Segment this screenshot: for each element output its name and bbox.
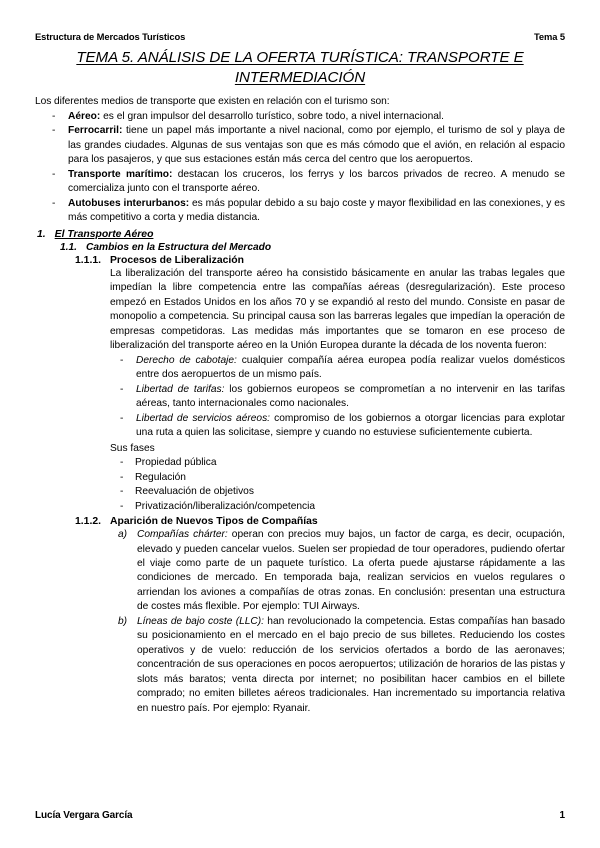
transport-mode-text: es el gran impulsor del desarrollo turístico, sobre todo, a nivel internacional. [100, 110, 445, 122]
footer-author: Lucía Vergara García [35, 810, 133, 821]
running-footer [35, 810, 565, 821]
transport-mode-term: Aéreo: [68, 110, 101, 122]
heading-1-1-1-text: Procesos de Liberalización [110, 254, 244, 266]
list-item [118, 528, 565, 615]
page-title-line-1: TEMA 5. ANÁLISIS DE LA OFERTA TURÍSTICA: TRANSPORTE E [76, 49, 524, 66]
transport-mode-term: Transporte marítimo: [68, 168, 173, 180]
heading-1-1 [60, 242, 565, 253]
measure-text: cualquier compañía aérea europea podía realizar vuelos domésticos entre dos aeropuertos de un mismo país. [136, 354, 565, 381]
phases-label: Sus fases [110, 442, 155, 454]
list-item [50, 110, 565, 124]
company-type-marker: b) [118, 615, 128, 627]
intro-paragraph: Los diferentes medios de transporte que existen en relación con el turismo son: [35, 96, 390, 108]
liberalization-paragraph: La liberalización del transporte aéreo ha consistido básicamente en anular las trabas legales que impedían la libre competencia entre las compañías aéreas (desregularización). Este proceso empezó en Estados Unidos en los años 70 y se expandió al resto del mundo. Consiste en pasar de monopolio a competencia. Su principal causa son las barreras legales que impedían la operación de empresas competidoras. Las medidas más importantes que se tomaron en ese proceso de liberalización del transporte aéreo en la Unión Europea durante la década de los noventa fueron: [110, 267, 565, 352]
company-type-term: Compañías chárter: [137, 529, 228, 541]
heading-1-1-1 [75, 255, 565, 266]
list-item: - Privatización/liberalización/competencia [118, 500, 565, 514]
running-header [35, 0, 565, 42]
liberalization-measures-list [118, 354, 565, 441]
list-item: - Propiedad pública [118, 456, 565, 470]
heading-1-1-number: 1.1. [60, 241, 77, 253]
header-course-title: Estructura de Mercados Turísticos [35, 31, 186, 42]
list-item: - Regulación [118, 471, 565, 485]
measure-term: Derecho de cabotaje: [136, 354, 237, 366]
company-type-marker: a) [118, 529, 128, 541]
heading-1-text: El Transporte Aéreo [54, 228, 154, 240]
heading-1-1-2-number: 1.1.2. [75, 516, 101, 528]
transport-mode-text: destacan los cruceros, los ferrys y los barcos privados de recreo. A menudo se comercializa junto con el transporte aéreo. [68, 168, 565, 195]
list-item [50, 124, 565, 167]
transport-mode-term: Ferrocarril: [68, 125, 123, 137]
header-topic-label: Tema 5 [533, 31, 565, 42]
company-type-text: operan con precios muy bajos, un factor de carga, es decir, ocupación, elevado y pueden cancelar vuelos. Suelen ser propiedad de tour operadores, pudiendo ofertar el viaje como parte de un paquete turístico. La oferta puede ajustarse rápidamente a las condiciones de mercado. En temporada baja, realizan servicios en vuelos regulares o arriendan los aviones a compañías de otras zonas. En conclusión: presentan una estructura de costes más flexible. Por ejemplo: TUI Airways. [137, 529, 565, 613]
measure-term: Libertad de tarifas: [136, 383, 225, 395]
heading-1-number: 1. [37, 228, 46, 240]
list-item [50, 168, 565, 197]
transport-mode-text: tiene un papel más importante a nivel nacional, como por ejemplo, el turismo de sol y playa de las grandes ciudades. Algunas de sus ventajas son que es más cómodo que el avión, en relación al espacio para los pasajeros, y que sus estaciones están más cerca del centro que los aeropuertos. [68, 125, 565, 166]
transport-mode-text: es más popular debido a su bajo coste y mayor flexibilidad en las conexiones, y es más competitivo a corta y media distancia. [68, 197, 565, 224]
company-type-term: Líneas de bajo coste (LLC): [137, 615, 264, 627]
heading-1-1-text: Cambios en la Estructura del Mercado [86, 241, 272, 253]
heading-1-1-2-text: Aparición de Nuevos Tipos de Compañías [110, 516, 318, 528]
list-item [118, 412, 565, 441]
page-title [35, 48, 565, 88]
page-title-line-2: INTERMEDIACIÓN [234, 69, 366, 87]
list-item [118, 615, 565, 716]
heading-1-1-2 [75, 516, 565, 527]
transport-mode-term: Autobuses interurbanos: [68, 197, 190, 209]
transport-modes-list [50, 110, 565, 226]
company-type-text: han revolucionado la competencia. Estas compañías han basado su posicionamiento en el mercado en el bajo precio de sus billetes. Reduciendo los costes operativos y de vuelo: reducción de los servicios ofertados a bordo de las aeronaves; concentración de sus operaciones en pocos aeropuertos; utilización de horarios de las pistas y slots más baratos; venta directa por internet; no posibilitan hacer cambios en el billete comprado; no emiten billetes aéreos tradicionales. Han incrementado su importancia relativa en nuestro país. Por ejemplo: Ryanair. [137, 615, 566, 714]
measure-text: los gobiernos europeos se comprometían a no intervenir en las tarifas aéreas, tanto internacionales como nacionales. [136, 383, 565, 410]
list-item [118, 383, 565, 412]
heading-1-1-1-number: 1.1.1. [75, 254, 101, 266]
heading-1 [37, 229, 565, 240]
measure-text: compromiso de los gobiernos a otorgar licencias para explotar una ruta a quien las solicitase, siempre y cuando no estuviese suficientemente cubierta. [136, 412, 565, 439]
list-item [50, 197, 565, 226]
list-item: - Reevaluación de objetivos [118, 485, 565, 499]
company-types-list [118, 528, 565, 716]
footer-page-number: 1 [559, 810, 565, 821]
phases-list [118, 456, 565, 514]
measure-term: Libertad de servicios aéreos: [136, 412, 271, 424]
list-item [118, 354, 565, 383]
